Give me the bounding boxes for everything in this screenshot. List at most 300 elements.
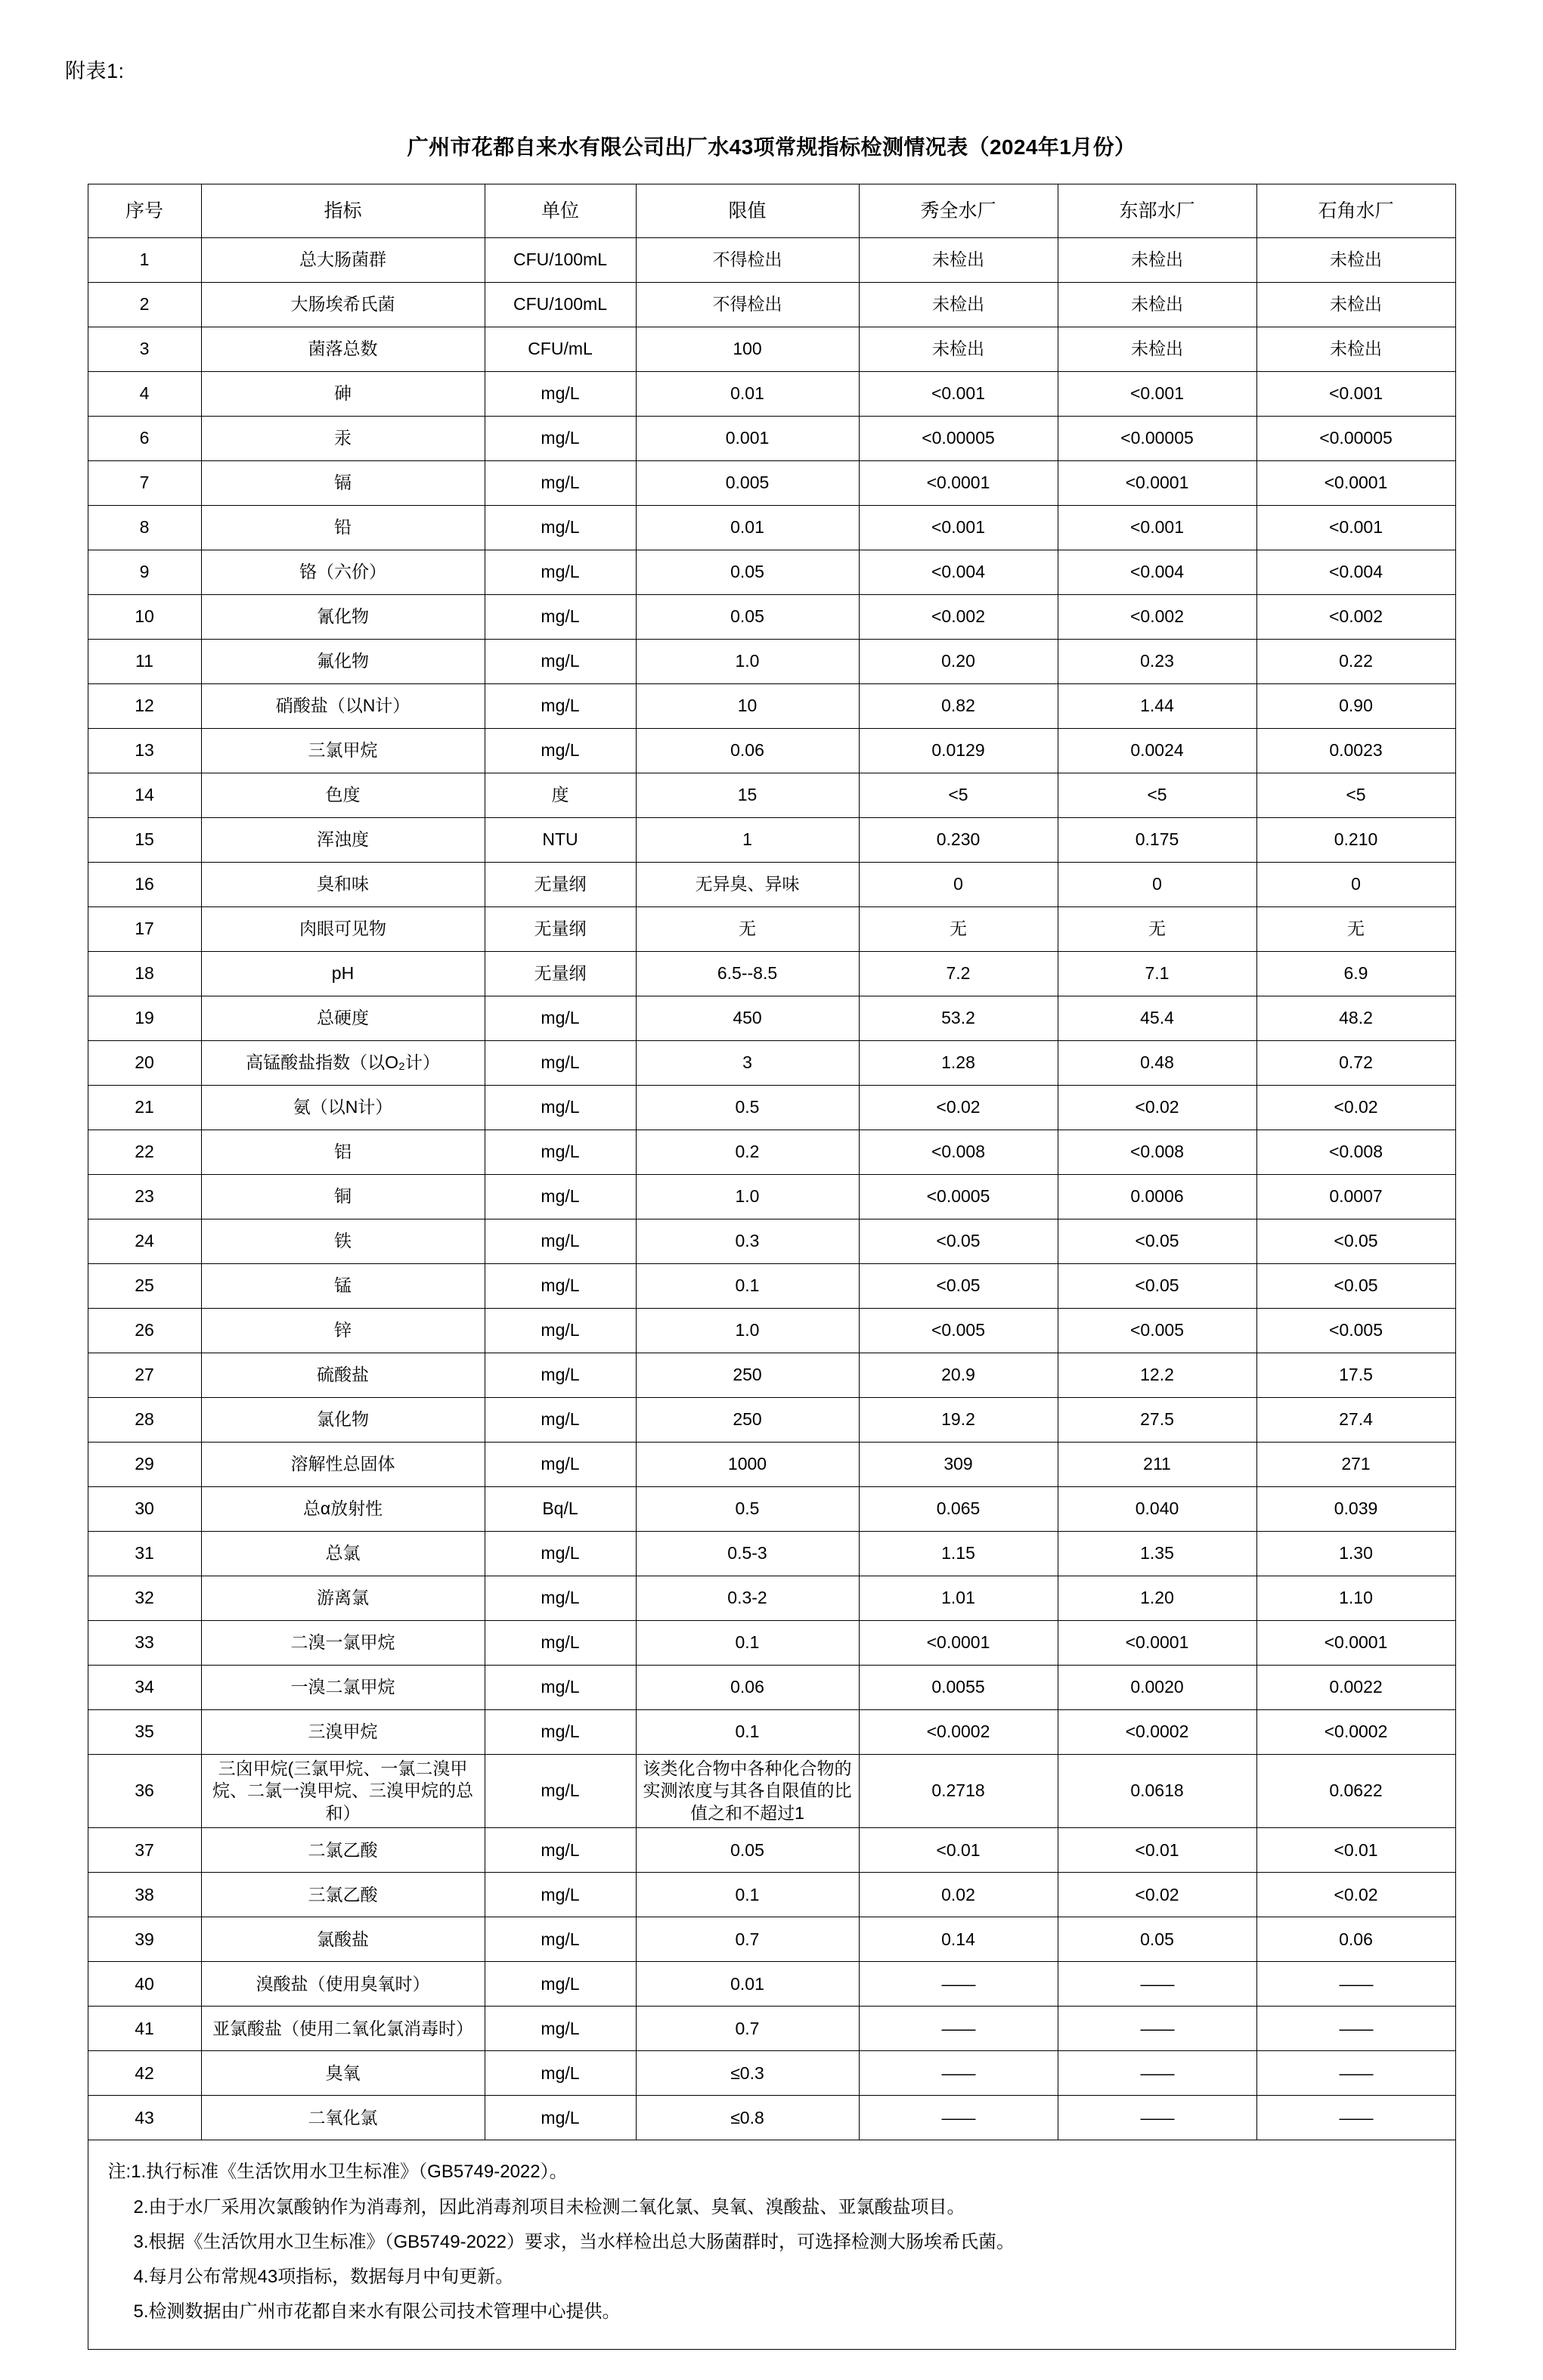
cell-xiuquan: <0.008	[859, 1130, 1058, 1175]
cell-xiuquan: ——	[859, 1962, 1058, 2007]
cell-unit: mg/L	[485, 2007, 636, 2051]
cell-indicator: 三氯甲烷	[201, 729, 485, 773]
cell-limit: 3	[636, 1041, 859, 1086]
cell-shijiao: 0.06	[1256, 1917, 1455, 1962]
cell-dongbu: 1.44	[1058, 684, 1256, 729]
table-row	[88, 640, 1455, 684]
cell-no: 26	[88, 1309, 201, 1353]
cell-indicator: 汞	[201, 417, 485, 461]
cell-xiuquan: <0.0002	[859, 1710, 1058, 1755]
cell-xiuquan: <0.02	[859, 1086, 1058, 1130]
cell-indicator: 高锰酸盐指数（以O₂计）	[201, 1041, 485, 1086]
cell-unit: mg/L	[485, 417, 636, 461]
cell-shijiao: 1.10	[1256, 1576, 1455, 1621]
cell-xiuquan: 无	[859, 907, 1058, 952]
cell-unit: mg/L	[485, 729, 636, 773]
cell-shijiao: <0.01	[1256, 1828, 1455, 1873]
cell-unit: mg/L	[485, 684, 636, 729]
cell-limit: 1.0	[636, 1309, 859, 1353]
cell-no: 35	[88, 1710, 201, 1755]
table-row	[88, 1353, 1455, 1398]
table-row	[88, 1130, 1455, 1175]
cell-limit: 0.05	[636, 1828, 859, 1873]
table-header-row	[88, 184, 1455, 238]
cell-xiuquan: ——	[859, 2096, 1058, 2140]
cell-shijiao: 0.210	[1256, 818, 1455, 863]
cell-shijiao: <0.0002	[1256, 1710, 1455, 1755]
table-row	[88, 729, 1455, 773]
cell-dongbu: <0.0001	[1058, 1621, 1256, 1666]
cell-unit: mg/L	[485, 550, 636, 595]
table-row	[88, 1917, 1455, 1962]
cell-xiuquan: 0.2718	[859, 1755, 1058, 1828]
cell-no: 36	[88, 1755, 201, 1828]
table-row	[88, 1175, 1455, 1219]
table-row	[88, 1576, 1455, 1621]
notes-section	[88, 2140, 1456, 2350]
cell-indicator: 砷	[201, 372, 485, 417]
table-row	[88, 1309, 1455, 1353]
cell-limit: 无异臭、异味	[636, 863, 859, 907]
cell-xiuquan: <0.0001	[859, 461, 1058, 506]
cell-dongbu: <0.02	[1058, 1086, 1256, 1130]
cell-indicator: 菌落总数	[201, 327, 485, 372]
table-row	[88, 818, 1455, 863]
cell-indicator: 一溴二氯甲烷	[201, 1666, 485, 1710]
cell-indicator: pH	[201, 952, 485, 996]
cell-shijiao: <0.0001	[1256, 461, 1455, 506]
cell-indicator: 总α放射性	[201, 1487, 485, 1532]
column-header-dongbu: 东部水厂	[1058, 184, 1256, 238]
cell-shijiao: <0.002	[1256, 595, 1455, 640]
cell-no: 14	[88, 773, 201, 818]
cell-xiuquan: ——	[859, 2007, 1058, 2051]
table-row	[88, 1532, 1455, 1576]
table-body	[88, 238, 1455, 2140]
cell-dongbu: ——	[1058, 2096, 1256, 2140]
cell-indicator: 铬（六价）	[201, 550, 485, 595]
cell-limit: 0.3-2	[636, 1576, 859, 1621]
cell-shijiao: 0.0023	[1256, 729, 1455, 773]
cell-dongbu: 0.0618	[1058, 1755, 1256, 1828]
cell-shijiao: 0	[1256, 863, 1455, 907]
cell-no: 41	[88, 2007, 201, 2051]
cell-no: 42	[88, 2051, 201, 2096]
cell-no: 10	[88, 595, 201, 640]
cell-limit: 该类化合物中各种化合物的实测浓度与其各自限值的比值之和不超过1	[636, 1755, 859, 1828]
cell-xiuquan: 0.230	[859, 818, 1058, 863]
cell-no: 12	[88, 684, 201, 729]
cell-xiuquan: <0.01	[859, 1828, 1058, 1873]
cell-dongbu: ——	[1058, 2051, 1256, 2096]
cell-no: 8	[88, 506, 201, 550]
table-row	[88, 461, 1455, 506]
cell-unit: 无量纲	[485, 952, 636, 996]
cell-indicator: 游离氯	[201, 1576, 485, 1621]
cell-xiuquan: <0.00005	[859, 417, 1058, 461]
table-row	[88, 2051, 1455, 2096]
cell-xiuquan: 309	[859, 1443, 1058, 1487]
cell-indicator: 亚氯酸盐（使用二氧化氯消毒时）	[201, 2007, 485, 2051]
cell-shijiao: 48.2	[1256, 996, 1455, 1041]
cell-unit: mg/L	[485, 1666, 636, 1710]
table-row	[88, 283, 1455, 327]
cell-xiuquan: <0.005	[859, 1309, 1058, 1353]
cell-indicator: 氨（以N计）	[201, 1086, 485, 1130]
cell-no: 6	[88, 417, 201, 461]
cell-shijiao: <0.00005	[1256, 417, 1455, 461]
cell-shijiao: <0.008	[1256, 1130, 1455, 1175]
cell-indicator: 硝酸盐（以N计）	[201, 684, 485, 729]
cell-no: 28	[88, 1398, 201, 1443]
cell-xiuquan: <0.05	[859, 1219, 1058, 1264]
cell-dongbu: 27.5	[1058, 1398, 1256, 1443]
table-row	[88, 1443, 1455, 1487]
cell-shijiao: 未检出	[1256, 327, 1455, 372]
cell-limit: 0.06	[636, 729, 859, 773]
cell-no: 29	[88, 1443, 201, 1487]
cell-shijiao: ——	[1256, 1962, 1455, 2007]
cell-unit: mg/L	[485, 595, 636, 640]
cell-limit: 1.0	[636, 1175, 859, 1219]
cell-shijiao: <0.001	[1256, 372, 1455, 417]
cell-dongbu: 无	[1058, 907, 1256, 952]
cell-dongbu: 未检出	[1058, 283, 1256, 327]
cell-no: 11	[88, 640, 201, 684]
cell-no: 4	[88, 372, 201, 417]
cell-no: 27	[88, 1353, 201, 1398]
cell-indicator: 二氧化氯	[201, 2096, 485, 2140]
cell-unit: mg/L	[485, 1710, 636, 1755]
cell-xiuquan: 未检出	[859, 327, 1058, 372]
cell-limit: 0.1	[636, 1873, 859, 1917]
table-row	[88, 550, 1455, 595]
cell-unit: mg/L	[485, 2051, 636, 2096]
cell-no: 39	[88, 1917, 201, 1962]
cell-dongbu: <0.008	[1058, 1130, 1256, 1175]
cell-shijiao: 未检出	[1256, 283, 1455, 327]
cell-limit: 不得检出	[636, 283, 859, 327]
cell-limit: 450	[636, 996, 859, 1041]
cell-indicator: 臭氧	[201, 2051, 485, 2096]
cell-no: 23	[88, 1175, 201, 1219]
cell-dongbu: 1.20	[1058, 1576, 1256, 1621]
cell-unit: mg/L	[485, 461, 636, 506]
cell-indicator: 溶解性总固体	[201, 1443, 485, 1487]
cell-dongbu: <5	[1058, 773, 1256, 818]
note-item: 注:1.执行标准《生活饮用水卫生标准》（GB5749-2022）。	[107, 2162, 568, 2183]
cell-limit: 1000	[636, 1443, 859, 1487]
cell-limit: 0.1	[636, 1710, 859, 1755]
cell-indicator: 浑浊度	[201, 818, 485, 863]
cell-dongbu: <0.001	[1058, 372, 1256, 417]
cell-dongbu: 0.0024	[1058, 729, 1256, 773]
cell-unit: mg/L	[485, 1873, 636, 1917]
cell-shijiao: 1.30	[1256, 1532, 1455, 1576]
table-row	[88, 417, 1455, 461]
cell-dongbu: <0.0002	[1058, 1710, 1256, 1755]
cell-unit: mg/L	[485, 372, 636, 417]
cell-limit: 0.05	[636, 550, 859, 595]
cell-indicator: 铁	[201, 1219, 485, 1264]
cell-no: 3	[88, 327, 201, 372]
cell-limit: 0.1	[636, 1621, 859, 1666]
cell-no: 31	[88, 1532, 201, 1576]
cell-xiuquan: 7.2	[859, 952, 1058, 996]
cell-unit: CFU/mL	[485, 327, 636, 372]
cell-xiuquan: 53.2	[859, 996, 1058, 1041]
table-row	[88, 1873, 1455, 1917]
cell-dongbu: <0.001	[1058, 506, 1256, 550]
cell-no: 15	[88, 818, 201, 863]
cell-indicator: 大肠埃希氏菌	[201, 283, 485, 327]
cell-limit: 0.1	[636, 1264, 859, 1309]
cell-xiuquan: <0.004	[859, 550, 1058, 595]
cell-indicator: 氰化物	[201, 595, 485, 640]
cell-xiuquan: <0.001	[859, 506, 1058, 550]
table-row	[88, 773, 1455, 818]
water-quality-table	[88, 184, 1456, 2140]
cell-limit: 0.3	[636, 1219, 859, 1264]
cell-indicator: 三氯乙酸	[201, 1873, 485, 1917]
table-row	[88, 2096, 1455, 2140]
note-item: 4.每月公布常规43项指标，数据每月中旬更新。	[133, 2266, 514, 2287]
cell-limit: 0.2	[636, 1130, 859, 1175]
cell-dongbu: 0.05	[1058, 1917, 1256, 1962]
cell-shijiao: 0.72	[1256, 1041, 1455, 1086]
cell-limit: 250	[636, 1398, 859, 1443]
page-title: 广州市花都自来水有限公司出厂水43项常规指标检测情况表（2024年1月份）	[407, 135, 1136, 159]
cell-shijiao: <0.001	[1256, 506, 1455, 550]
cell-no: 32	[88, 1576, 201, 1621]
cell-unit: CFU/100mL	[485, 283, 636, 327]
cell-unit: mg/L	[485, 1264, 636, 1309]
cell-no: 1	[88, 238, 201, 283]
cell-unit: mg/L	[485, 640, 636, 684]
cell-no: 17	[88, 907, 201, 952]
cell-limit: 100	[636, 327, 859, 372]
cell-shijiao: 0.0022	[1256, 1666, 1455, 1710]
cell-shijiao: 0.039	[1256, 1487, 1455, 1532]
cell-xiuquan: <0.0001	[859, 1621, 1058, 1666]
table-row	[88, 996, 1455, 1041]
cell-unit: mg/L	[485, 1353, 636, 1398]
table-row	[88, 1828, 1455, 1873]
cell-xiuquan: 0.0055	[859, 1666, 1058, 1710]
cell-shijiao: <0.02	[1256, 1086, 1455, 1130]
cell-no: 43	[88, 2096, 201, 2140]
cell-limit: 0.01	[636, 1962, 859, 2007]
cell-no: 33	[88, 1621, 201, 1666]
cell-dongbu: 0.0020	[1058, 1666, 1256, 1710]
cell-dongbu: 1.35	[1058, 1532, 1256, 1576]
cell-limit: 0.06	[636, 1666, 859, 1710]
column-header-no: 序号	[88, 184, 201, 238]
cell-limit: 0.01	[636, 372, 859, 417]
cell-limit: 1.0	[636, 640, 859, 684]
cell-xiuquan: <0.001	[859, 372, 1058, 417]
cell-no: 40	[88, 1962, 201, 2007]
cell-shijiao: 17.5	[1256, 1353, 1455, 1398]
cell-limit: 250	[636, 1353, 859, 1398]
column-header-unit: 单位	[485, 184, 636, 238]
cell-indicator: 三溴甲烷	[201, 1710, 485, 1755]
cell-shijiao: <0.0001	[1256, 1621, 1455, 1666]
table-row	[88, 1219, 1455, 1264]
cell-unit: mg/L	[485, 1041, 636, 1086]
cell-indicator: 二氯乙酸	[201, 1828, 485, 1873]
cell-unit: Bq/L	[485, 1487, 636, 1532]
cell-dongbu: 0.48	[1058, 1041, 1256, 1086]
cell-indicator: 氟化物	[201, 640, 485, 684]
table-row	[88, 1086, 1455, 1130]
cell-unit: mg/L	[485, 996, 636, 1041]
cell-shijiao: 271	[1256, 1443, 1455, 1487]
cell-unit: mg/L	[485, 1828, 636, 1873]
cell-dongbu: 0.040	[1058, 1487, 1256, 1532]
cell-xiuquan: 20.9	[859, 1353, 1058, 1398]
cell-unit: mg/L	[485, 1130, 636, 1175]
cell-limit: 10	[636, 684, 859, 729]
cell-shijiao: <5	[1256, 773, 1455, 818]
cell-xiuquan: 1.01	[859, 1576, 1058, 1621]
cell-dongbu: 0	[1058, 863, 1256, 907]
cell-shijiao: 无	[1256, 907, 1455, 952]
cell-shijiao: ——	[1256, 2096, 1455, 2140]
cell-no: 21	[88, 1086, 201, 1130]
cell-indicator: 镉	[201, 461, 485, 506]
table-row	[88, 907, 1455, 952]
table-row	[88, 1487, 1455, 1532]
attachment-label: 附表1:	[65, 60, 125, 82]
column-header-indicator: 指标	[201, 184, 485, 238]
cell-xiuquan: 1.15	[859, 1532, 1058, 1576]
cell-dongbu: 未检出	[1058, 327, 1256, 372]
table-row	[88, 2007, 1455, 2051]
table-row	[88, 238, 1455, 283]
column-header-limit: 限值	[636, 184, 859, 238]
cell-indicator: 三囟甲烷(三氯甲烷、一氯二溴甲烷、二氯一溴甲烷、三溴甲烷的总和）	[201, 1755, 485, 1828]
cell-dongbu: 12.2	[1058, 1353, 1256, 1398]
cell-shijiao: <0.02	[1256, 1873, 1455, 1917]
column-header-shijiao: 石角水厂	[1256, 184, 1455, 238]
cell-unit: mg/L	[485, 2096, 636, 2140]
cell-indicator: 肉眼可见物	[201, 907, 485, 952]
table-row	[88, 1621, 1455, 1666]
cell-xiuquan: <5	[859, 773, 1058, 818]
cell-xiuquan: 未检出	[859, 283, 1058, 327]
cell-indicator: 二溴一氯甲烷	[201, 1621, 485, 1666]
cell-shijiao: ——	[1256, 2051, 1455, 2096]
cell-limit: 0.01	[636, 506, 859, 550]
cell-dongbu: 0.175	[1058, 818, 1256, 863]
cell-limit: ≤0.8	[636, 2096, 859, 2140]
cell-dongbu: 211	[1058, 1443, 1256, 1487]
table-row	[88, 1041, 1455, 1086]
cell-xiuquan: 0.0129	[859, 729, 1058, 773]
cell-xiuquan: 0.02	[859, 1873, 1058, 1917]
cell-unit: mg/L	[485, 1219, 636, 1264]
cell-dongbu: <0.01	[1058, 1828, 1256, 1873]
cell-indicator: 氯酸盐	[201, 1917, 485, 1962]
cell-shijiao: 0.0007	[1256, 1175, 1455, 1219]
cell-shijiao: <0.05	[1256, 1264, 1455, 1309]
cell-indicator: 锰	[201, 1264, 485, 1309]
note-item: 3.根据《生活饮用水卫生标准》（GB5749-2022）要求，当水样检出总大肠菌群时，可选择检测大肠埃希氏菌。	[133, 2231, 1015, 2252]
cell-xiuquan: 0	[859, 863, 1058, 907]
cell-indicator: 锌	[201, 1309, 485, 1353]
cell-shijiao: 未检出	[1256, 238, 1455, 283]
cell-no: 20	[88, 1041, 201, 1086]
cell-no: 9	[88, 550, 201, 595]
cell-shijiao: 0.22	[1256, 640, 1455, 684]
table-row	[88, 1755, 1455, 1828]
cell-unit: mg/L	[485, 1917, 636, 1962]
cell-unit: 度	[485, 773, 636, 818]
cell-dongbu: <0.005	[1058, 1309, 1256, 1353]
cell-xiuquan: 0.82	[859, 684, 1058, 729]
cell-unit: 无量纲	[485, 863, 636, 907]
cell-indicator: 铝	[201, 1130, 485, 1175]
cell-dongbu: ——	[1058, 1962, 1256, 2007]
table-row	[88, 372, 1455, 417]
table-row	[88, 684, 1455, 729]
cell-unit: mg/L	[485, 1532, 636, 1576]
cell-indicator: 总硬度	[201, 996, 485, 1041]
cell-no: 19	[88, 996, 201, 1041]
cell-dongbu: <0.00005	[1058, 417, 1256, 461]
table-row	[88, 952, 1455, 996]
cell-unit: mg/L	[485, 1398, 636, 1443]
cell-dongbu: 45.4	[1058, 996, 1256, 1041]
cell-dongbu: <0.004	[1058, 550, 1256, 595]
cell-no: 16	[88, 863, 201, 907]
cell-indicator: 氯化物	[201, 1398, 485, 1443]
cell-unit: CFU/100mL	[485, 238, 636, 283]
cell-indicator: 硫酸盐	[201, 1353, 485, 1398]
cell-no: 18	[88, 952, 201, 996]
cell-xiuquan: ——	[859, 2051, 1058, 2096]
table-row	[88, 1710, 1455, 1755]
cell-no: 25	[88, 1264, 201, 1309]
cell-dongbu: <0.002	[1058, 595, 1256, 640]
cell-indicator: 铅	[201, 506, 485, 550]
cell-unit: mg/L	[485, 1576, 636, 1621]
cell-shijiao: <0.05	[1256, 1219, 1455, 1264]
cell-no: 38	[88, 1873, 201, 1917]
cell-dongbu: 未检出	[1058, 238, 1256, 283]
cell-xiuquan: 未检出	[859, 238, 1058, 283]
table-row	[88, 327, 1455, 372]
cell-indicator: 色度	[201, 773, 485, 818]
table-row	[88, 1962, 1455, 2007]
cell-limit: 无	[636, 907, 859, 952]
cell-unit: mg/L	[485, 1962, 636, 2007]
cell-no: 30	[88, 1487, 201, 1532]
cell-shijiao: 27.4	[1256, 1398, 1455, 1443]
cell-indicator: 总大肠菌群	[201, 238, 485, 283]
cell-limit: 1	[636, 818, 859, 863]
cell-dongbu: 0.0006	[1058, 1175, 1256, 1219]
table-row	[88, 595, 1455, 640]
cell-shijiao: ——	[1256, 2007, 1455, 2051]
cell-xiuquan: 0.065	[859, 1487, 1058, 1532]
cell-dongbu: <0.05	[1058, 1219, 1256, 1264]
cell-xiuquan: 1.28	[859, 1041, 1058, 1086]
cell-no: 24	[88, 1219, 201, 1264]
cell-limit: 0.5	[636, 1086, 859, 1130]
cell-limit: ≤0.3	[636, 2051, 859, 2096]
